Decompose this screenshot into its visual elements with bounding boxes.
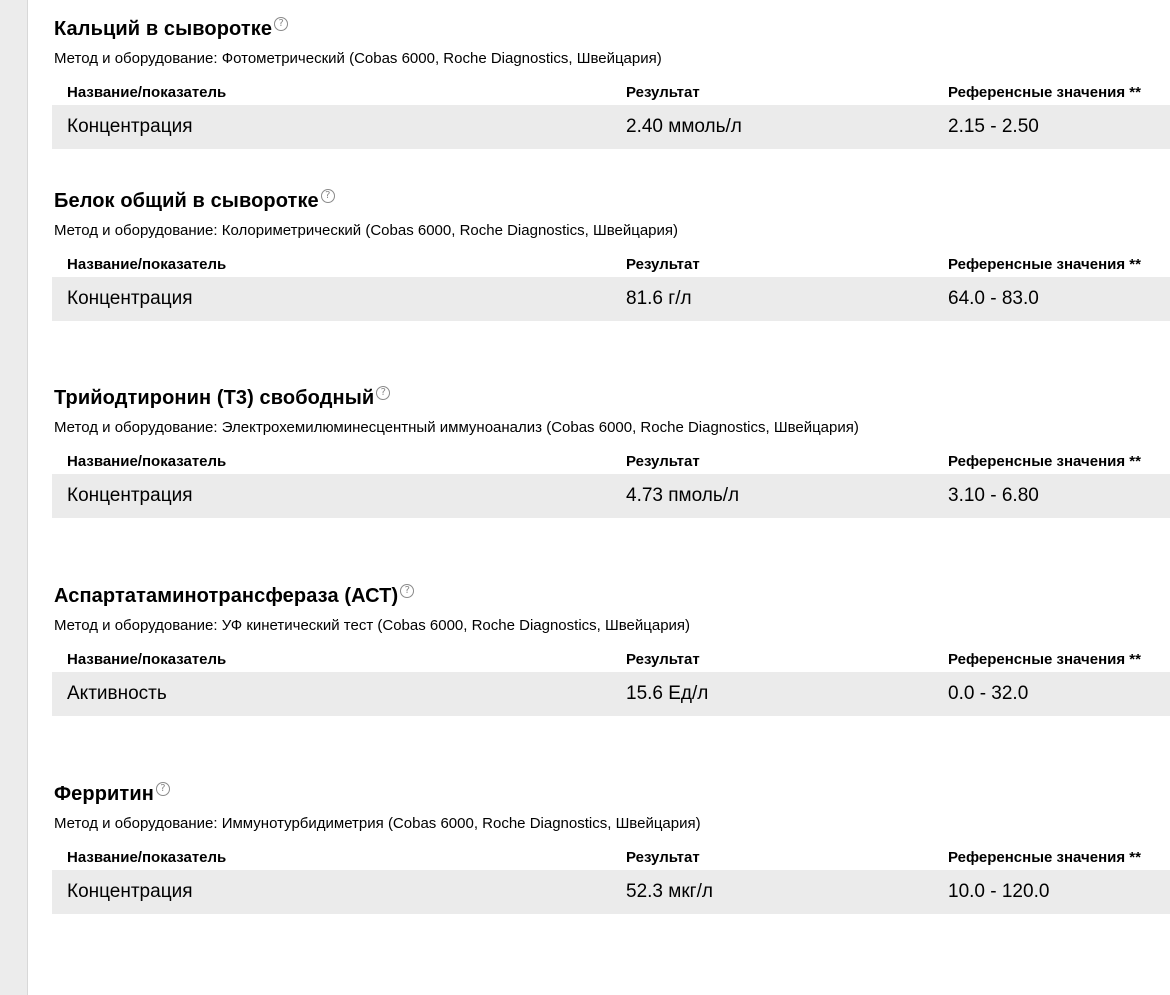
column-header-result: Результат xyxy=(626,84,700,101)
indicator-name: Концентрация xyxy=(67,288,193,309)
help-circle-icon[interactable]: ? xyxy=(376,386,390,400)
column-header-reference: Референсные значения ** xyxy=(948,849,1141,866)
lab-results-page xyxy=(28,0,1170,995)
result-value: 4.73 пмоль/л xyxy=(626,485,740,506)
reference-range: 0.0 - 32.0 xyxy=(948,683,1029,704)
reference-range: 2.15 - 2.50 xyxy=(948,116,1039,137)
column-header-name: Название/показатель xyxy=(67,256,227,273)
test-title-row xyxy=(54,16,288,42)
indicator-name: Концентрация xyxy=(67,116,193,137)
column-header-reference: Референсные значения ** xyxy=(948,651,1141,668)
result-value: 52.3 мкг/л xyxy=(626,881,713,902)
indicator-name: Концентрация xyxy=(67,485,193,506)
help-circle-icon[interactable]: ? xyxy=(321,189,335,203)
column-header-result: Результат xyxy=(626,453,700,470)
indicator-name: Активность xyxy=(67,683,167,704)
test-title: Белок общий в сыворотке xyxy=(54,189,319,212)
result-value: 2.40 ммоль/л xyxy=(626,116,742,137)
reference-range: 64.0 - 83.0 xyxy=(948,288,1039,309)
table-row xyxy=(52,277,1170,321)
test-method: Метод и оборудование: Иммунотурбидиметрия (Cobas 6000, Roche Diagnostics, Швейцария) xyxy=(54,815,701,832)
test-method: Метод и оборудование: Электрохемилюминесцентный иммуноанализ (Cobas 6000, Roche Diagnostics, Швейцария) xyxy=(54,419,859,436)
help-circle-icon[interactable]: ? xyxy=(156,782,170,796)
help-circle-icon[interactable]: ? xyxy=(400,584,414,598)
table-row xyxy=(52,474,1170,518)
column-header-name: Название/показатель xyxy=(67,651,227,668)
test-title-row xyxy=(54,385,390,411)
test-title-row xyxy=(54,781,170,807)
test-method: Метод и оборудование: УФ кинетический тест (Cobas 6000, Roche Diagnostics, Швейцария) xyxy=(54,617,691,634)
reference-range: 3.10 - 6.80 xyxy=(948,485,1039,506)
table-row xyxy=(52,672,1170,716)
column-header-name: Название/показатель xyxy=(67,849,227,866)
indicator-name: Концентрация xyxy=(67,881,193,902)
test-title: Аспартатаминотрансфераза (АСТ) xyxy=(54,584,399,607)
test-title: Ферритин xyxy=(54,782,154,805)
table-header-row xyxy=(52,82,1170,104)
test-method: Метод и оборудование: Фотометрический (Cobas 6000, Roche Diagnostics, Швейцария) xyxy=(54,50,662,67)
table-row xyxy=(52,105,1170,149)
result-value: 15.6 Ед/л xyxy=(626,683,709,704)
column-header-result: Результат xyxy=(626,651,700,668)
test-title: Трийодтиронин (Т3) свободный xyxy=(54,386,375,409)
column-header-reference: Референсные значения ** xyxy=(948,256,1141,273)
column-header-reference: Референсные значения ** xyxy=(948,453,1141,470)
column-header-result: Результат xyxy=(626,849,700,866)
table-header-row xyxy=(52,847,1170,869)
table-row xyxy=(52,870,1170,914)
column-header-reference: Референсные значения ** xyxy=(948,84,1141,101)
table-header-row xyxy=(52,649,1170,671)
test-title-row xyxy=(54,188,335,214)
table-header-row xyxy=(52,254,1170,276)
test-method: Метод и оборудование: Колориметрический (Cobas 6000, Roche Diagnostics, Швейцария) xyxy=(54,222,679,239)
column-header-name: Название/показатель xyxy=(67,84,227,101)
help-circle-icon[interactable]: ? xyxy=(274,17,288,31)
column-header-name: Название/показатель xyxy=(67,453,227,470)
result-value: 81.6 г/л xyxy=(626,288,692,309)
test-title-row xyxy=(54,583,414,609)
table-header-row xyxy=(52,451,1170,473)
column-header-result: Результат xyxy=(626,256,700,273)
page-left-margin xyxy=(0,0,28,995)
reference-range: 10.0 - 120.0 xyxy=(948,881,1050,902)
test-title: Кальций в сыворотке xyxy=(54,17,273,40)
